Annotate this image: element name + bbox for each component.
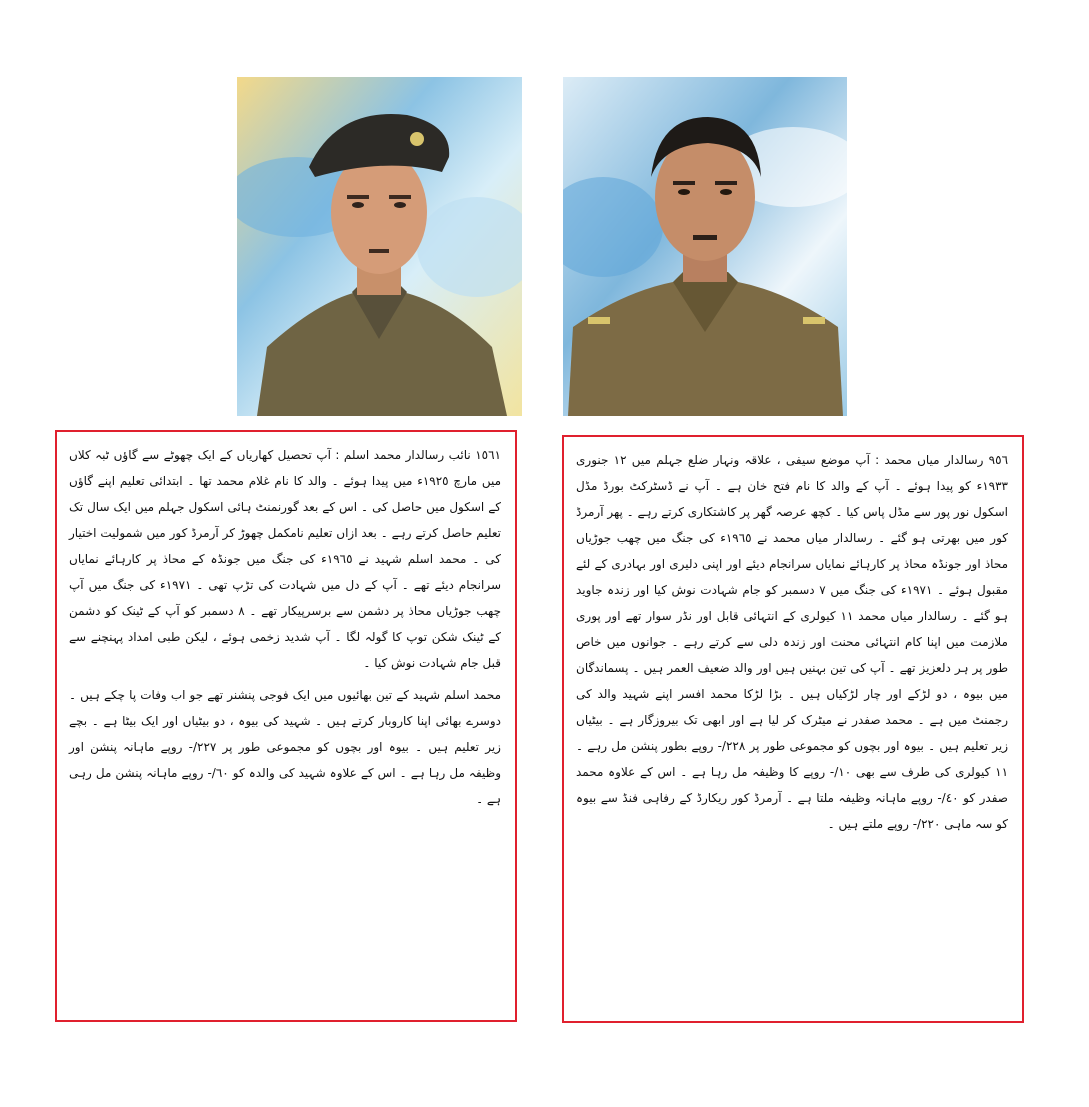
portrait-naib-risaldar xyxy=(237,77,522,416)
biography-box-left xyxy=(55,430,517,1022)
biography-paragraph-2: محمد اسلم شہید کے تین بھائیوں میں ایک فوجی پنشنر تھے جو اب وفات پا چکے ہیں ۔ دوسرے بھائی اپنا کاروبار کرتے ہیں ۔ شہید کی بیوہ ، دو بیٹیاں اور ایک بیٹا ہے ۔ بچے زیر تعلیم ہیں ۔ بیوہ اور بچوں کو مجموعی طور پر ٢٢٧/- روپے ماہانہ پنشن اور وظیفہ مل رہا ہے ۔ اس کے علاوہ شہید کی والدہ کو ٦٠/- روپے ماہانہ پنشن مل رہی ہے ۔ xyxy=(69,688,501,806)
biography-paragraph-1: ١٥٦١ نائب رسالدار محمد اسلم : آپ تحصیل کھاریاں کے ایک چھوٹے سے گاؤں ٹبہ کلاں میں مارچ ١٩٢٥ء میں پیدا ہوئے ۔ والد کا نام غلام محمد تھا ۔ ابتدائی تعلیم اپنے گاؤں کے اسکول میں حاصل کی ۔ اس کے بعد گورنمنٹ ہائی اسکول جہلم میں ایک سال تک تعلیم حاصل کرتے رہے ۔ بعد ازاں تعلیم نامکمل چھوڑ کر آرمرڈ کور میں شمولیت اختیار کی ۔ محمد اسلم شہید نے ١٩٦٥ء کی جنگ میں جونڈہ کے محاذ پر کارہائے نمایاں سرانجام دیئے تھے ۔ آپ کے دل میں شہادت کی تڑپ تھی ۔ ١٩٧١ء کی جنگ میں آپ چھب جوڑیاں محاذ پر دشمن سے برسرپیکار تھے ۔ ٨ دسمبر کو آپ کے ٹینک کو دشمن کے ٹینک شکن توپ کا گولہ لگا ۔ آپ شدید زخمی ہوئے ، لیکن طبی امداد پہنچنے سے قبل جام شہادت نوش کیا ۔ xyxy=(69,448,502,670)
biography-box-right xyxy=(562,435,1024,1023)
biography-paragraph-1: ٩٥٦ رسالدار میاں محمد : آپ موضع سیفی ، علاقہ ونہار ضلع جہلم میں ١٢ جنوری ١٩٣٣ء کو پیدا ہوئے ۔ آپ کے والد کا نام فتح خان ہے ۔ آپ نے ڈسٹرکٹ بورڈ مڈل اسکول نور پور سے مڈل پاس کیا ۔ کچھ عرصہ گھر پر کاشتکاری کرتے رہے ۔ پھر آرمرڈ کور میں بھرتی ہو گئے ۔ رسالدار میاں محمد نے ١٩٦٥ء کی جنگ میں چھب جوڑیاں محاذ اور جونڈہ محاذ پر کارہائے نمایاں سرانجام دیئے اور اپنی دلیری اور بہادری کے لئے مقبول ہوئے ۔ ١٩٧١ء کی جنگ میں ٧ دسمبر کو جام شہادت نوش کیا اور زندہ جاوید ہو گئے ۔ رسالدار میاں محمد ١١ کیولری کے انتہائی قابل اور نڈر سوار تھے اور پوری ملازمت میں اپنا کام انتہائی محنت اور زندہ دلی سے کرتے رہے ۔ جوانوں میں خاص طور پر ہر دلعزیز تھے ۔ آپ کی تین بہنیں ہیں اور والد ضعیف العمر ہیں ۔ پسماندگان میں بیوہ ، دو لڑکے اور چار لڑکیاں ہیں ۔ بڑا لڑکا محمد افسر اپنے شہید والد کی رجمنٹ میں ہے ۔ محمد صفدر نے میٹرک کر لیا ہے اور ابھی تک بیروزگار ہے ۔ بیٹیاں زیر تعلیم ہیں ۔ بیوہ اور بچوں کو مجموعی طور پر ٢٢٨/- روپے بطور پنشن مل رہے ۔ ١١ کیولری کی طرف سے بھی ١٠/- روپے کا وظیفہ مل رہا ہے ۔ اس کے علاوہ محمد صفدر کو ٤٠/- روپے ماہانہ وظیفہ ملتا ہے ۔ آرمرڈ کور ریکارڈ کے رفاہی فنڈ سے بیوہ کو سہ ماہی ٢٢٠/- روپے ملتے ہیں ۔ xyxy=(576,453,1009,831)
portrait-risaldar xyxy=(563,77,847,416)
